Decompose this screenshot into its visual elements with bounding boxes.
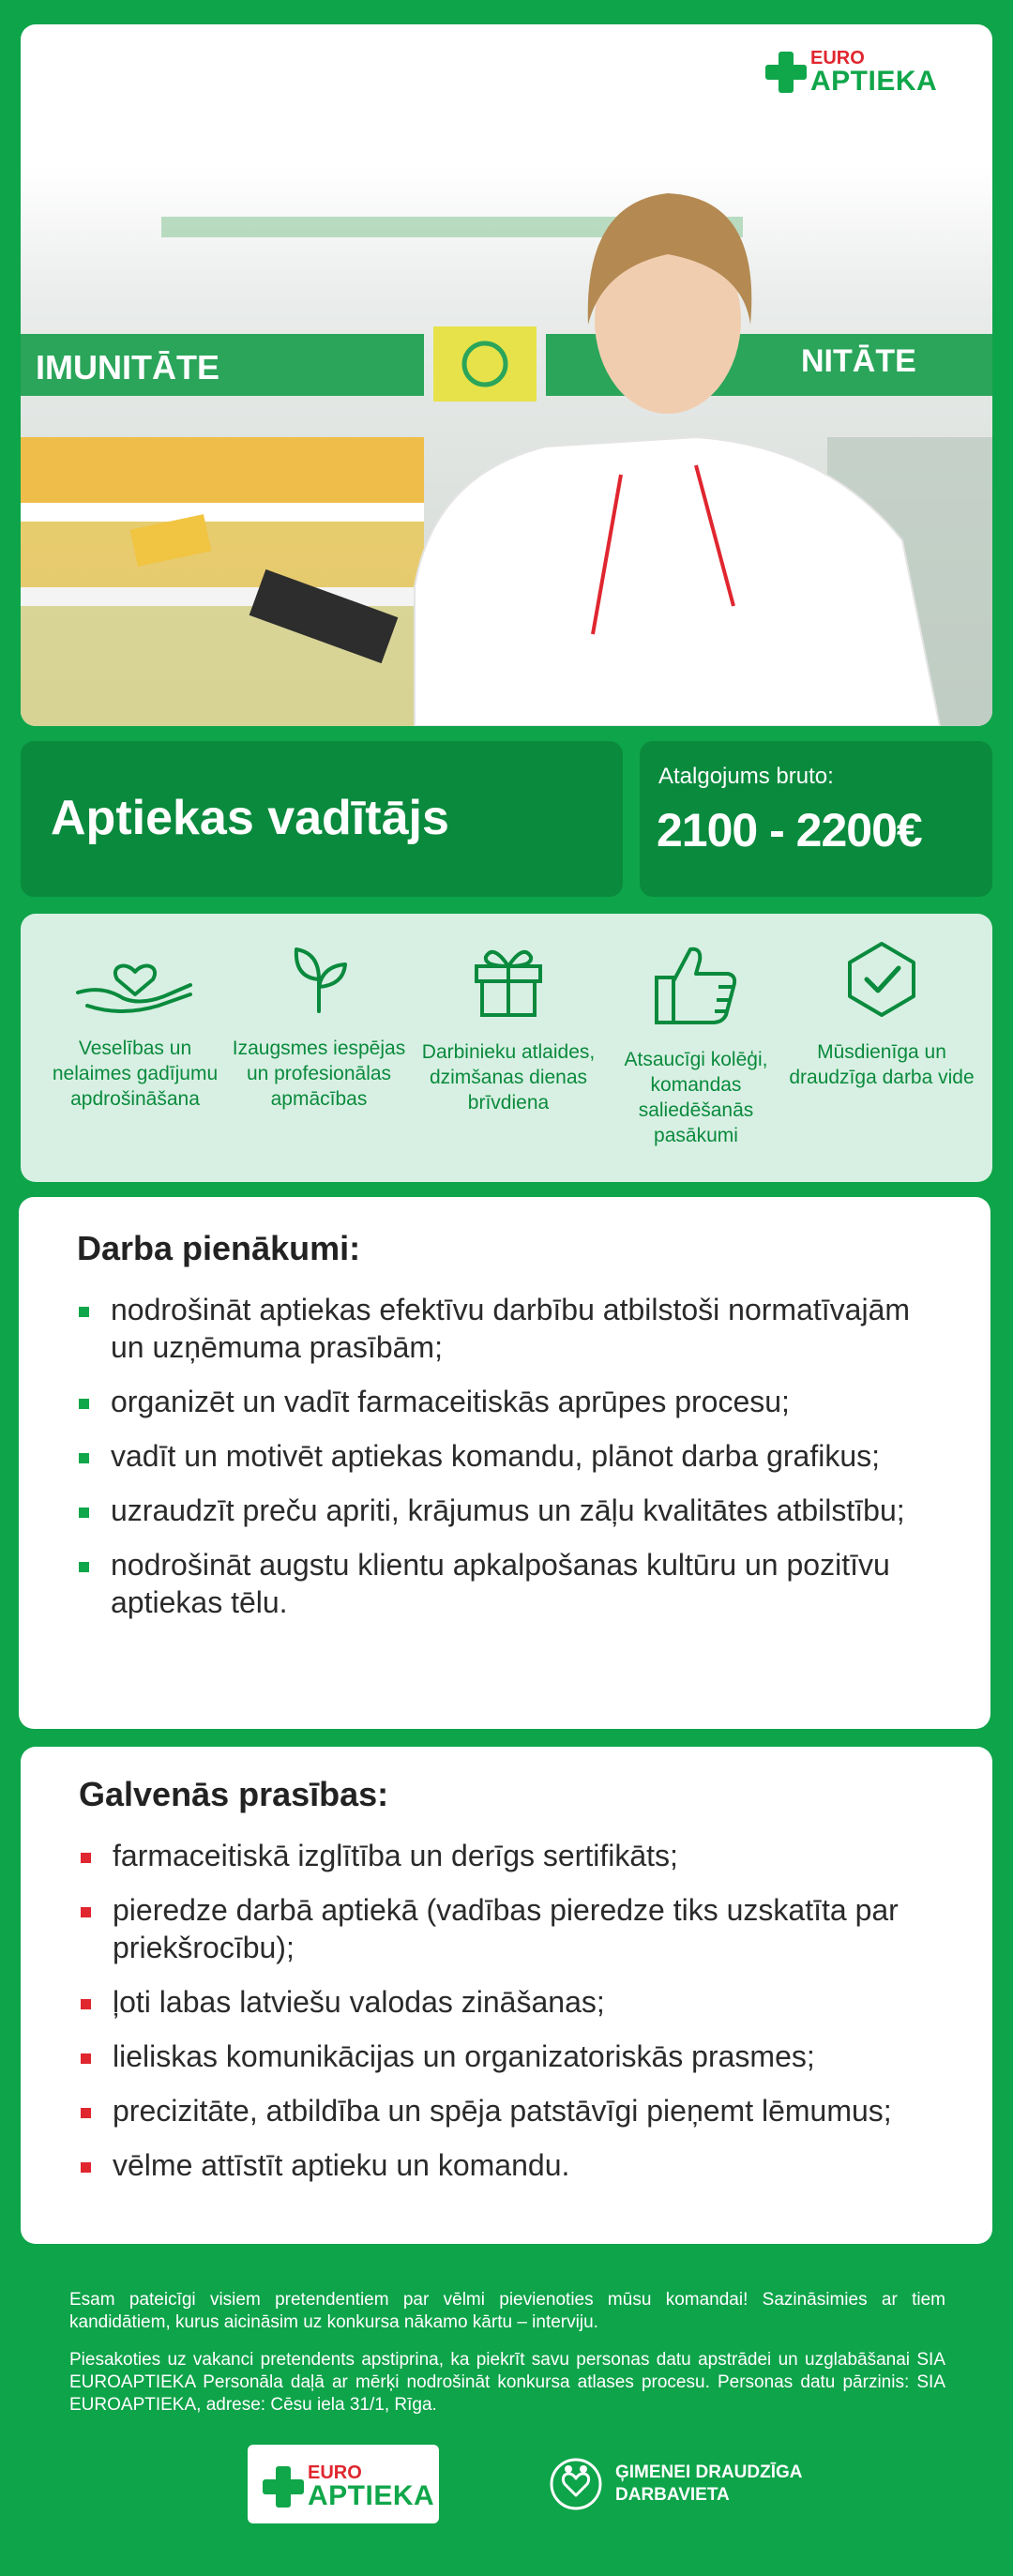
list-item-text: vēlme attīstīt aptieku un komandu. [113, 2148, 570, 2182]
list-item [79, 2092, 942, 2129]
list-item-text: vadīt un motivēt aptiekas komandu, plānot darba grafikus; [111, 1439, 881, 1473]
family-heart-icon [548, 2456, 604, 2512]
list-item [79, 2038, 942, 2075]
duties-card [19, 1197, 990, 1729]
logo-aptieka-text: APTIEKA [810, 66, 938, 97]
sprout-icon [281, 940, 356, 1015]
list-item-text: organizēt un vadīt farmaceitiskās aprūpes procesu; [111, 1385, 790, 1418]
logo-aptieka-text: APTIEKA [308, 2480, 435, 2511]
list-item-text: precizitāte, atbildība un spēja patstāvīgi pieņemt lēmumus; [113, 2094, 892, 2128]
list-item [77, 1291, 940, 1366]
shelf-sign-right: NITĀTE [801, 343, 916, 379]
hero-card [21, 24, 992, 726]
green-bullet-icon [79, 1307, 89, 1317]
gift-icon [469, 940, 548, 1019]
benefit-insurance [41, 940, 229, 1112]
list-item [77, 1437, 940, 1475]
pharmacy-cross-icon [765, 52, 807, 93]
family-line1: ĢIMENEI DRAUDZĪGA [615, 2462, 803, 2482]
footer-logo-box [248, 2445, 439, 2523]
green-bullet-icon [79, 1562, 89, 1572]
salary-label: Atalgojums bruto: [658, 764, 834, 789]
list-item [79, 1983, 942, 2021]
duties-list [77, 1291, 940, 1638]
green-bullet-icon [79, 1453, 89, 1463]
benefit-text: Mūsdienīga un draudzīga darba vide [789, 1041, 975, 1088]
list-item-text: nodrošināt aptiekas efektīvu darbību atbilstoši normatīvajām un uzņēmuma prasībām; [111, 1293, 911, 1364]
list-item-text: uzraudzīt preču apriti, krājumus un zāļu kvalitātes atbilstību; [111, 1493, 905, 1527]
benefit-text: Darbinieku atlaides, dzimšanas dienas brīvdiena [421, 1041, 596, 1114]
list-item-text: nodrošināt augstu klientu apkalpošanas kultūru un pozitīvu aptiekas tēlu. [111, 1548, 890, 1619]
family-friendly-badge [548, 2456, 803, 2512]
list-item-text: ļoti labas latviešu valodas zināšanas; [113, 1985, 605, 2019]
requirements-heading: Galvenās prasības: [79, 1775, 389, 1813]
red-bullet-icon [81, 1907, 91, 1917]
benefit-text: Izaugsmes iespējas un profesionālas apmācības [232, 1038, 406, 1110]
green-bullet-icon [79, 1508, 89, 1518]
job-title: Aptiekas vadītājs [51, 791, 449, 845]
benefit-text: Veselības un nelaimes gadījumu apdrošināšana [52, 1038, 219, 1110]
red-bullet-icon [81, 1853, 91, 1863]
list-item [79, 2146, 942, 2184]
family-line2: DARBAVIETA [615, 2485, 730, 2505]
heart-hand-icon [74, 940, 196, 1015]
benefit-colleagues [602, 940, 790, 1148]
benefits-panel [21, 914, 992, 1182]
list-item-text: lieliskas komunikācijas un organizatoriskās prasmes; [113, 2039, 815, 2073]
requirements-card [21, 1747, 992, 2244]
requirements-list [79, 1837, 942, 2201]
euroaptieka-logo [263, 2463, 434, 2510]
red-bullet-icon [81, 2162, 91, 2173]
benefit-discounts [415, 940, 602, 1115]
list-item [77, 1383, 940, 1420]
salary-value: 2100 - 2200€ [657, 804, 922, 856]
duties-heading: Darba pienākumi: [77, 1229, 361, 1267]
list-item-text: farmaceitiskā izglītība un derīgs sertifikāts; [113, 1839, 678, 1872]
red-bullet-icon [81, 2053, 91, 2064]
list-item [77, 1546, 940, 1621]
list-item [79, 1891, 942, 1966]
job-title-box [21, 741, 623, 897]
euroaptieka-logo [765, 49, 937, 96]
thanks-text: Esam pateicīgi visiem pretendentiem par vēlmi pievienoties mūsu komandai! Sazināsimies ar tiem kandidātiem, kurus aicināsim uz konkursa nākamo kārtu – interviju. [69, 2290, 945, 2332]
benefit-text: Atsaucīgi kolēģi, komandas saliedēšanās pasākumi [624, 1049, 768, 1146]
privacy-text: Piesakoties uz vakanci pretendents apstiprina, ka piekrīt savu personas datu apstrādei un uzglabāšanai SIA EUROAPTIEKA Personāla daļā ar mērķi nodrošināt konkursa atlases procesu. Personas datu pārzinis: SIA EUROAPTIEKA, adrese: Cēsu iela 31/1, Rīga. [69, 2350, 945, 2415]
shield-check-icon [844, 940, 919, 1019]
salary-box [640, 741, 992, 897]
benefit-growth [225, 940, 413, 1112]
red-bullet-icon [81, 2108, 91, 2118]
pharmacy-cross-icon [263, 2466, 304, 2508]
logo-euro-text: EURO [810, 48, 865, 68]
shelf-sign-left: IMUNITĀTE [36, 348, 219, 386]
list-item [77, 1492, 940, 1529]
red-bullet-icon [81, 1999, 91, 2009]
list-item-text: pieredze darbā aptiekā (vadības pieredze tiks uzskatīta par priekšrocību); [113, 1893, 899, 1964]
pharmacist-photo [21, 165, 992, 726]
thumbs-up-icon [653, 940, 739, 1026]
green-bullet-icon [79, 1399, 89, 1409]
logo-euro-text: EURO [308, 2462, 362, 2483]
list-item [79, 1837, 942, 1874]
benefit-environment [788, 940, 975, 1090]
